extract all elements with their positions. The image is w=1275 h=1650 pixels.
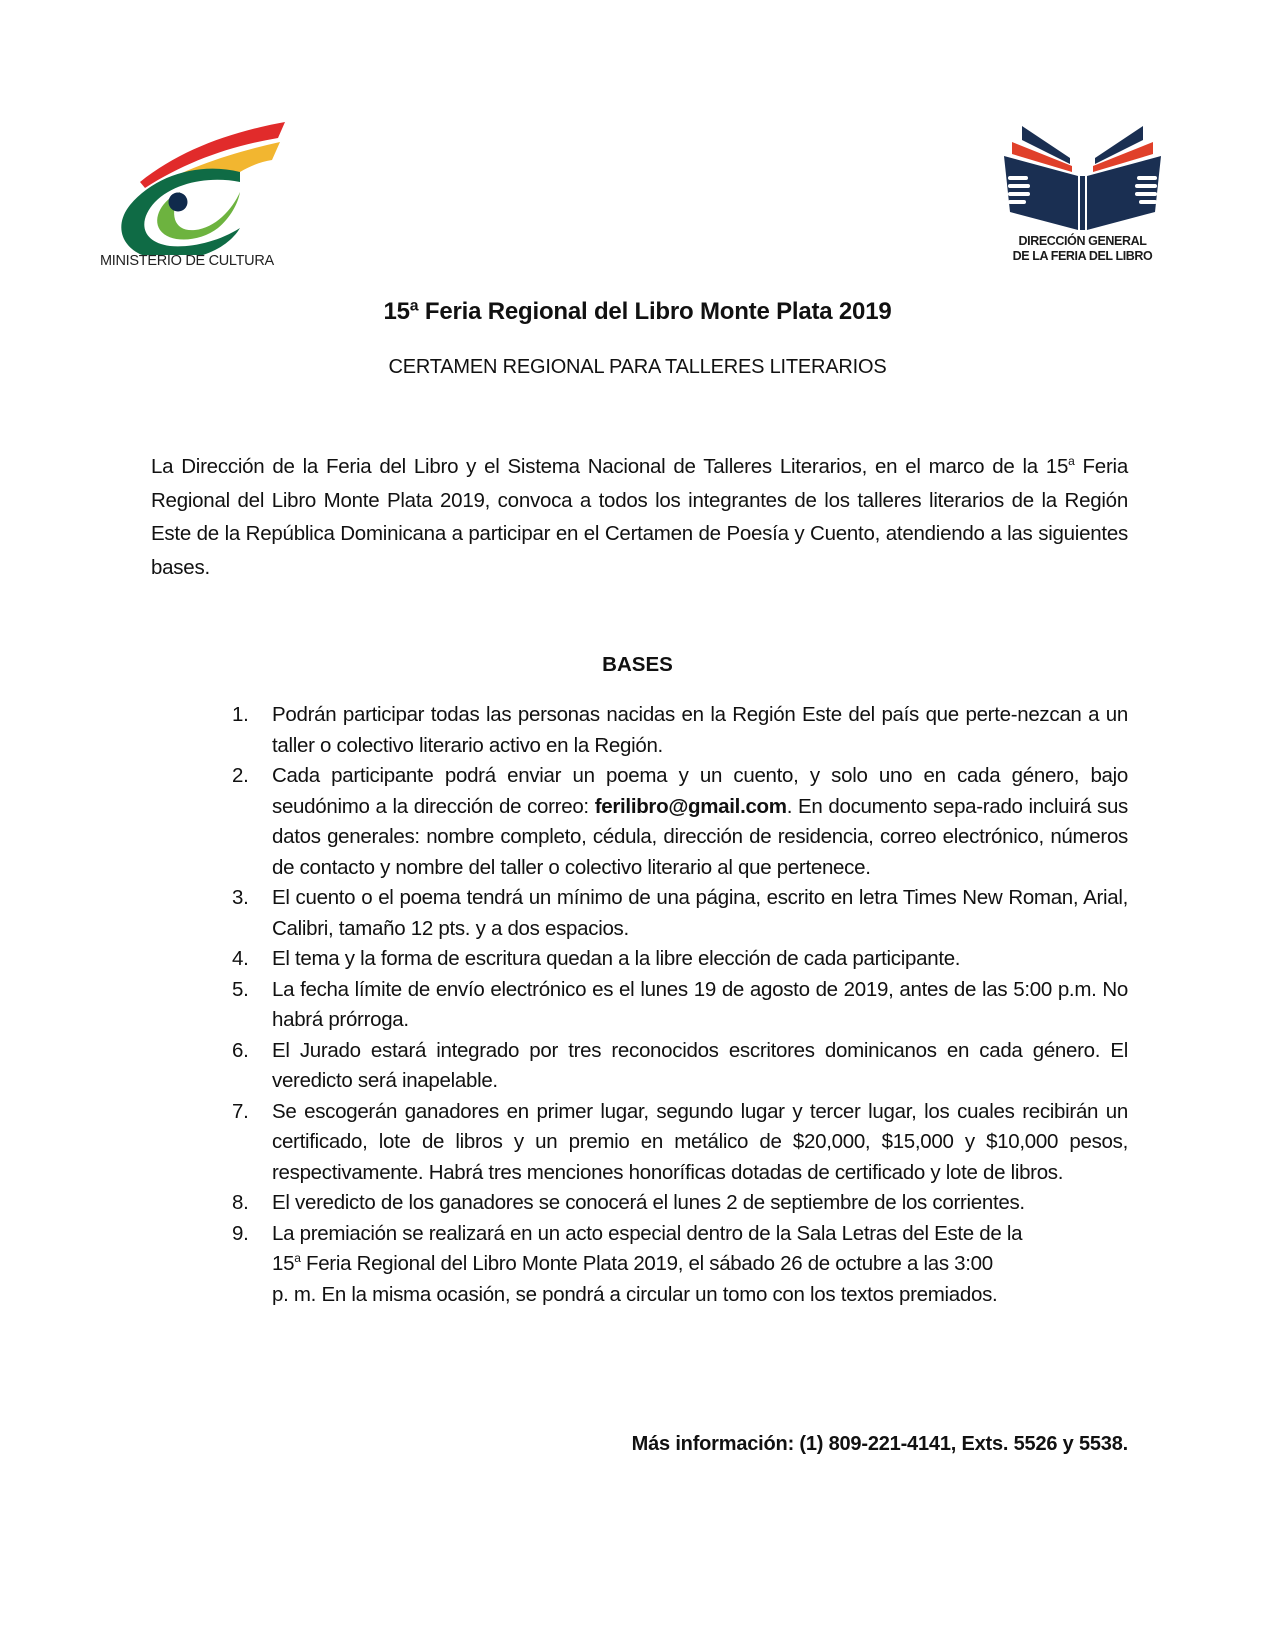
- list-text: Se escogerán ganadores en primer lugar, segundo lugar y tercer lugar, los cuales recibirán un certificado, lote de libros y un premio en metálico de $20,000, $15,000 y $10,000 pesos, respectivamente. Habrá tres menciones honoríficas dotadas de certificado y lote de libros.: [272, 1099, 1128, 1184]
- list-number: 3.: [232, 886, 249, 909]
- intro-text-part2: Feria Regional del Libro Monte Plata 2019, convoca a todos los integrantes de los talleres literarios de la Región Este de la República Dominicana a participar en el Certamen de Poesía y Cuento, atendiendo a las siguientes bases.: [151, 455, 1128, 579]
- email-link[interactable]: ferilibro@gmail.com: [594, 794, 787, 818]
- list-text-before-email: Cada participante podrá enviar un poema y un cuento, y solo uno en cada género, bajo seudónimo a la dirección de correo:: [272, 764, 1128, 818]
- list-item: [232, 1097, 1128, 1189]
- contact-info: Más información: (1) 809-221-4141, Exts. 5526 y 5538.: [631, 1433, 1128, 1455]
- ordinal-superscript: a: [1068, 454, 1075, 468]
- feria-libro-logo: [1000, 120, 1165, 270]
- list-text: [272, 1222, 1022, 1306]
- list-line: p. m. En la misma ocasión, se pondrá a circular un tomo con los textos premiados.: [272, 1282, 998, 1306]
- list-item: [232, 975, 1128, 1036]
- bases-heading: BASES: [602, 653, 673, 676]
- ministerio-cultura-caption: MINISTERIO DE CULTURA: [100, 253, 274, 269]
- list-item: [232, 700, 1128, 761]
- list-text-after-email: . En documento sepa-rado incluirá sus datos generales: nombre completo, cédula, dirección de residencia, correo electrónico, números de contacto y nombre del taller o colectivo literario al que pertenece.: [272, 794, 1128, 879]
- list-text: [272, 764, 1128, 879]
- ministerio-cultura-emblem-icon: [100, 120, 290, 255]
- list-line: La premiación se realizará en un acto especial dentro de la Sala Letras del Este de la: [272, 1221, 1023, 1245]
- list-item: [232, 761, 1128, 883]
- list-line: 15: [272, 1252, 295, 1275]
- open-book-hands-icon: [1000, 120, 1165, 232]
- list-number: 9.: [232, 1221, 249, 1245]
- feria-libro-caption-line2: DE LA FERIA DEL LIBRO: [1012, 249, 1153, 263]
- list-text: El tema y la forma de escritura quedan a la libre elección de cada participante.: [272, 947, 961, 970]
- list-number: 5.: [232, 977, 249, 1001]
- intro-text-part1: La Dirección de la Feria del Libro y el Sistema Nacional de Talleres Literarios, en el marco de la 15: [151, 455, 1069, 478]
- list-number: 7.: [232, 1099, 249, 1123]
- list-text: La fecha límite de envío electrónico es el lunes 19 de agosto de 2019, antes de las 5:00 p.m. No habrá prórroga.: [272, 977, 1128, 1031]
- list-number: 4.: [232, 947, 249, 970]
- list-number: 8.: [232, 1191, 249, 1214]
- list-item: [232, 1219, 1128, 1311]
- page-subtitle: CERTAMEN REGIONAL PARA TALLERES LITERARIOS: [388, 356, 887, 378]
- intro-paragraph: [151, 450, 1128, 584]
- feria-libro-caption: [1000, 234, 1165, 264]
- list-number: 1.: [232, 703, 249, 726]
- list-text: Podrán participar todas las personas nacidas en la Región Este del país que perte-nezcan a un taller o colectivo literario activo en la Región.: [272, 703, 1128, 757]
- list-text: El cuento o el poema tendrá un mínimo de una página, escrito en letra Times New Roman, Arial, Calibri, tamaño 12 pts. y a dos espacios.: [272, 886, 1128, 940]
- page-title: 15ª Feria Regional del Libro Monte Plata 2019: [383, 298, 892, 325]
- bases-list: [232, 700, 1128, 1310]
- list-number: 6.: [232, 1038, 249, 1062]
- ordinal-superscript: a: [294, 1251, 301, 1265]
- list-text: El Jurado estará integrado por tres reconocidos escritores dominicanos en cada género. El veredicto será inapelable.: [272, 1038, 1128, 1092]
- list-item: [232, 883, 1128, 944]
- list-item: [232, 1188, 1128, 1219]
- list-number: 2.: [232, 764, 249, 787]
- ministerio-cultura-logo: [100, 120, 290, 275]
- feria-libro-caption-line1: DIRECCIÓN GENERAL: [1018, 234, 1147, 248]
- list-text: El veredicto de los ganadores se conocerá el lunes 2 de septiembre de los corrientes.: [272, 1191, 1025, 1214]
- list-line: Feria Regional del Libro Monte Plata 2019, el sábado 26 de octubre a las 3:00: [300, 1252, 993, 1275]
- list-item: [232, 944, 1128, 975]
- list-item: [232, 1036, 1128, 1097]
